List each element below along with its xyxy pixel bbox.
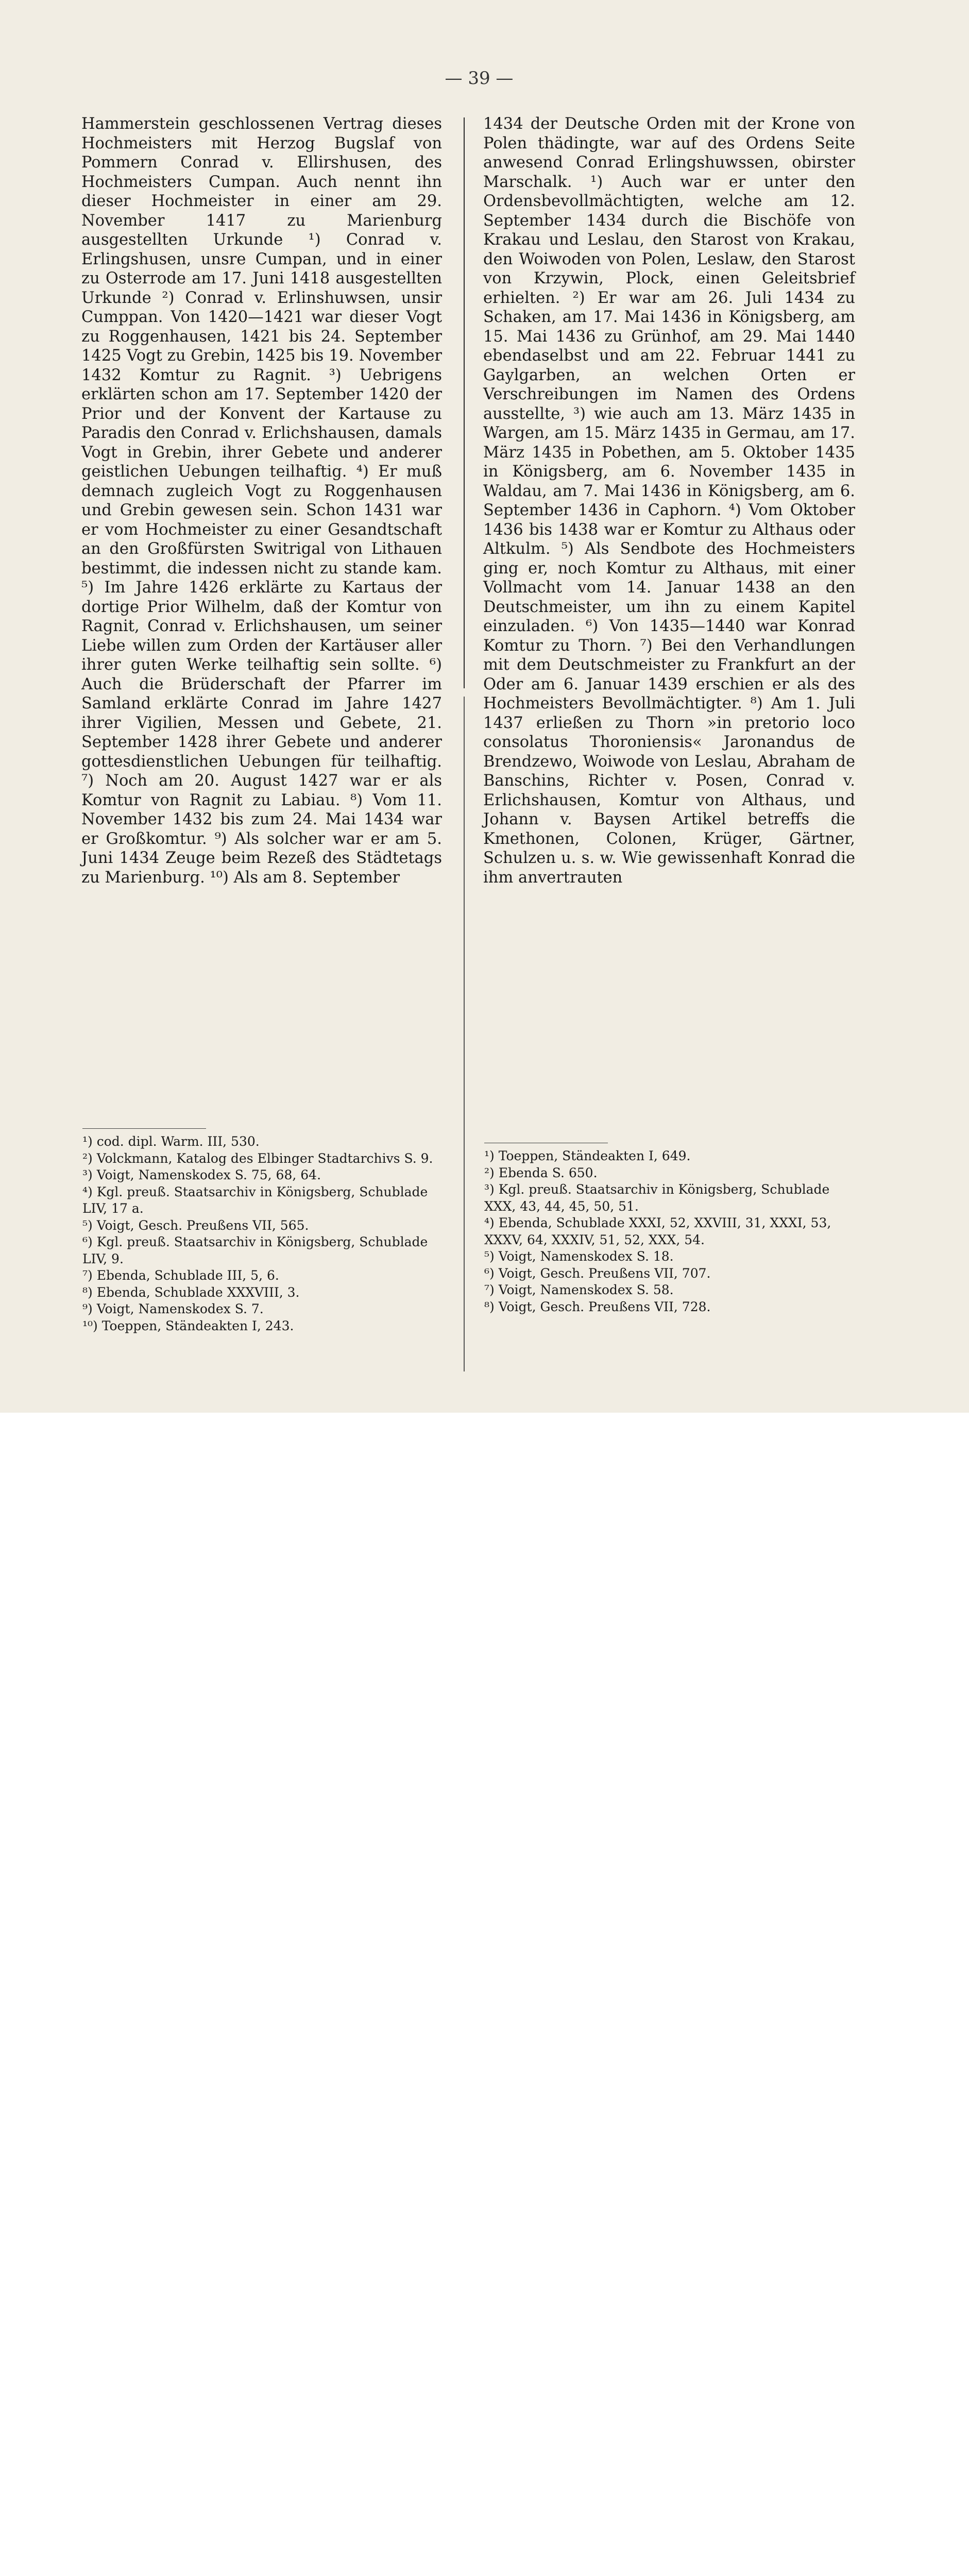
footnote: ²) Ebenda S. 650. (484, 1165, 598, 1180)
column-divider-lower (464, 697, 465, 1371)
footnote: ⁵) Voigt, Namenskodex S. 18. (484, 1249, 674, 1264)
page-number: — 39 — (445, 68, 514, 89)
footnote: ⁷) Ebenda, Schublade III, 5, 6. (82, 1268, 279, 1283)
footnote: ²) Volckmann, Katalog des Elbinger Stadtarchivs S. 9. (82, 1150, 433, 1166)
right-column (483, 114, 855, 887)
footnote: ¹⁰) Toeppen, Ständeakten I, 243. (82, 1318, 294, 1333)
column-divider (464, 117, 465, 688)
footnote: ⁴) Kgl. preuß. Staatsarchiv in Königsberg, Schublade LIV, 17 a. (82, 1184, 428, 1216)
footnotes-right (484, 1148, 855, 1315)
footnote: ⁵) Voigt, Gesch. Preußens VII, 565. (82, 1217, 309, 1233)
footnote: ⁴) Ebenda, Schublade XXXI, 52, XXVIII, 31, XXXI, 53, XXXV, 64, XXXIV, 51, 52, XXX, 54. (484, 1215, 831, 1247)
footnote: ⁶) Kgl. preuß. Staatsarchiv in Königsberg, Schublade LIV, 9. (82, 1234, 428, 1266)
footnote: ⁷) Voigt, Namenskodex S. 58. (484, 1282, 674, 1297)
footnote: ¹) Toeppen, Ständeakten I, 649. (484, 1148, 691, 1163)
footnote: ⁸) Ebenda, Schublade XXXVIII, 3. (82, 1284, 300, 1300)
footnote: ¹) cod. dipl. Warm. III, 530. (82, 1134, 260, 1149)
left-column-text: Hammerstein geschlossenen Vertrag dieses Hochmeisters mit Herzog Bugslaf von Pommern Conrad v. Ellirshusen, des Hochmeisters Cumpan. Auch nennt ihn dieser Hochmeister in einer am 29. November 1417 zu Marienburg ausgestellten Urkunde ¹) Conrad v. Erlingshusen, unsre Cumpan, und in einer zu Osterrode am 17. Juni 1418 ausgestellten Urkunde ²) Conrad v. Erlinshuwsen, unsir Cumppan. Von 1420—1421 war dieser Vogt zu Roggenhausen, 1421 bis 24. September 1425 Vogt zu Grebin, 1425 bis 19. November 1432 Komtur zu Ragnit. ³) Uebrigens erklärten schon am 17. September 1420 der Prior und der Konvent der Kartause zu Paradis den Conrad v. Erlichshausen, damals Vogt in Grebin, ihrer Gebete und anderer geistlichen Uebungen teilhaftig. ⁴) Er muß demnach zugleich Vogt zu Roggenhausen und Grebin gewesen sein. Schon 1431 war er vom Hochmeister zu einer Gesandtschaft an den Großfürsten Switrigal von Lithauen bestimmt, die indessen nicht zu stande kam. ⁵) Im Jahre 1426 erklärte zu Kartaus der dortige Prior Wilhelm, daß der Komtur von Ragnit, Conrad v. Erlichshausen, um seiner Liebe willen zum Orden der Kartäuser aller ihrer guten Werke teilhaftig sein sollte. ⁶) Auch die Brüderschaft der Pfarrer im Samland erklärte Conrad im Jahre 1427 ihrer Vigilien, Messen und Gebete, 21. September 1428 ihrer Gebete und anderer gottesdienstlichen Uebungen für teilhaftig. ⁷) Noch am 20. August 1427 war er als Komtur von Ragnit zu Labiau. ⁸) Vom 11. November 1432 bis zum 24. Mai 1434 war er Großkomtur. ⁹) Als solcher war er am 5. Juni 1434 Zeuge beim Rezeß des Städtetags zu Marienburg. ¹⁰) Als am 8. September (81, 115, 442, 887)
footnote-rule-left (82, 1128, 206, 1129)
footnote: ⁹) Voigt, Namenskodex S. 7. (82, 1301, 264, 1316)
footnote: ⁶) Voigt, Gesch. Preußens VII, 707. (484, 1265, 711, 1281)
footnote: ³) Kgl. preuß. Staatsarchiv in Königsberg, Schublade XXX, 43, 44, 45, 50, 51. (484, 1182, 830, 1214)
right-column-text: 1434 der Deutsche Orden mit der Krone von Polen thädingte, war auf des Ordens Seite anwesend Conrad Erlingshuwssen, obirster Marschalk. ¹) Auch war er unter den Ordensbevollmächtigten, welche am 12. September 1434 durch die Bischöfe von Krakau und Leslau, den Starost von Krakau, den Woiwoden von Polen, Leslaw, den Starost von Krzywin, Plock, einen Geleitsbrief erhielten. ²) Er war am 26. Juli 1434 zu Schaken, am 17. Mai 1436 in Königsberg, am 15. Mai 1436 zu Grünhof, am 29. Mai 1440 ebendaselbst und am 22. Februar 1441 zu Gaylgarben, an welchen Orten er Verschreibungen im Namen des Ordens ausstellte, ³) wie auch am 13. März 1435 in Wargen, am 15. März 1435 in Germau, am 17. März 1435 in Pobethen, am 5. Oktober 1435 in Königsberg, am 6. November 1435 in Waldau, am 7. Mai 1436 in Königsberg, am 6. September 1436 in Caphorn. ⁴) Vom Oktober 1436 bis 1438 war er Komtur zu Althaus oder Altkulm. ⁵) Als Sendbote des Hochmeisters ging er, noch Komtur zu Althaus, mit einer Vollmacht vom 14. Januar 1438 an den Deutschmeister, um ihn zu einem Kapitel einzuladen. ⁶) Von 1435—1440 war Konrad Komtur zu Thorn. ⁷) Bei den Verhandlungen mit dem Deutschmeister zu Frankfurt an der Oder am 6. Januar 1439 erschien er als des Hochmeisters Bevollmächtigter. ⁸) Am 1. Juli 1437 erließen zu Thorn »in pretorio loco consolatus Thoroniensis« Jaronandus de Brendzewo, Woiwode von Leslau, Abraham de Banschins, Richter v. Posen, Conrad v. Erlichshausen, Komtur von Althaus, und Johann v. Baysen Artikel betreffs die Kmethonen, Colonen, Krüger, Gärtner, Schulzen u. s. w. Wie gewissenhaft Konrad die ihm anvertrauten (483, 115, 855, 887)
footnote: ⁸) Voigt, Gesch. Preußens VII, 728. (484, 1299, 711, 1314)
left-column (81, 114, 442, 887)
footnotes-left (82, 1133, 443, 1334)
footnote: ³) Voigt, Namenskodex S. 75, 68, 64. (82, 1167, 321, 1182)
viewer-footer (0, 1413, 969, 1529)
